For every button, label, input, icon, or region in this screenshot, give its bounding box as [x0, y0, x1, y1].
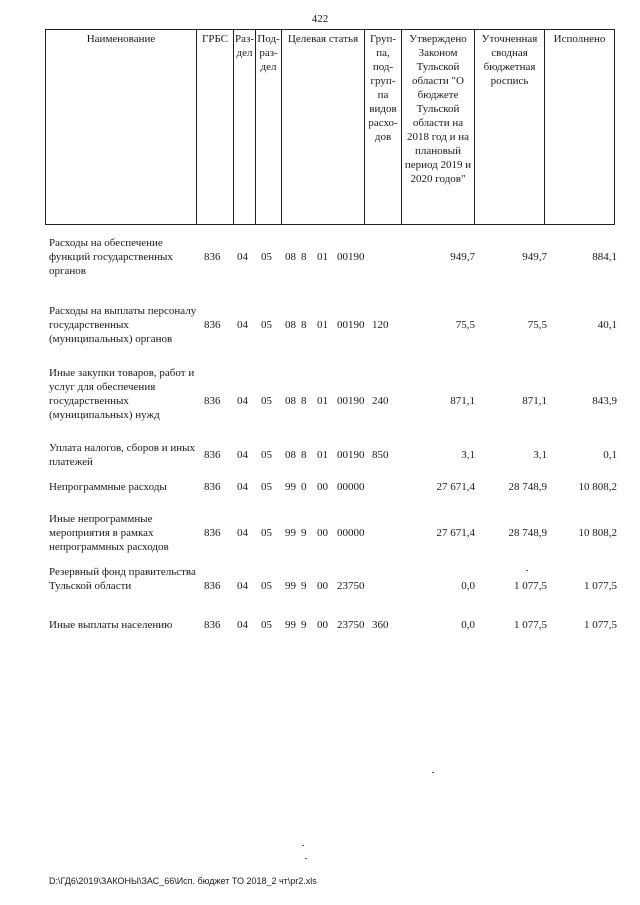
row-target-subprogram: 8 [301, 251, 307, 263]
row-approved: 3,1 [461, 449, 475, 461]
row-vid: 120 [372, 319, 389, 331]
row-refined: 3,1 [533, 449, 547, 461]
page-number: 422 [311, 13, 329, 25]
row-refined: 1 077,5 [514, 619, 547, 631]
row-target-program: 99 [285, 481, 296, 493]
row-podrazdel: 05 [261, 319, 272, 331]
row-target-program: 08 [285, 251, 296, 263]
row-grbs: 836 [204, 319, 221, 331]
row-target-event: 01 [317, 251, 328, 263]
row-approved: 27 671,4 [436, 481, 475, 493]
row-razdel: 04 [237, 619, 248, 631]
row-razdel: 04 [237, 251, 248, 263]
row-target-direction: 00000 [337, 481, 365, 493]
row-vid: 360 [372, 619, 389, 631]
row-target-subprogram: 9 [301, 527, 307, 539]
row-razdel: 04 [237, 580, 248, 592]
row-executed: 1 077,5 [584, 580, 617, 592]
header-grbs: ГРБС [197, 30, 234, 225]
row-target-program: 08 [285, 449, 296, 461]
row-target-event: 01 [317, 319, 328, 331]
row-approved: 0,0 [461, 619, 475, 631]
row-refined: 28 748,9 [508, 481, 547, 493]
row-target-event: 00 [317, 580, 328, 592]
row-executed: 10 808,2 [578, 527, 617, 539]
scan-speck [302, 845, 304, 846]
row-approved: 949,7 [450, 251, 475, 263]
row-razdel: 04 [237, 449, 248, 461]
header-refined: Уточненная сводная бюджетная роспись [475, 30, 545, 225]
header-approved: Утверждено Законом Тульской области "О бюджете Тульской области на 2018 год и на плановый период 2019 и 2020 годов" [402, 30, 475, 225]
row-grbs: 836 [204, 449, 221, 461]
header-target: Целевая статья [282, 30, 365, 225]
row-target-direction: 00000 [337, 527, 365, 539]
row-target-program: 99 [285, 527, 296, 539]
row-target-direction: 00190 [337, 251, 365, 263]
header-vid: Груп-па, под-груп-па видов расхо-дов [365, 30, 402, 225]
header-name: Наименование [46, 30, 197, 225]
row-name: Непрограммные расходы [49, 481, 167, 493]
row-target-direction: 23750 [337, 580, 365, 592]
row-refined: 75,5 [527, 319, 547, 331]
row-name: Уплата налогов, сборов и иных платежей [49, 442, 196, 468]
row-razdel: 04 [237, 395, 248, 407]
row-podrazdel: 05 [261, 619, 272, 631]
row-razdel: 04 [237, 481, 248, 493]
row-approved: 75,5 [455, 319, 475, 331]
row-refined: 28 748,9 [508, 527, 547, 539]
row-name: Расходы на выплаты персоналу государственных (муниципальных) органов [49, 305, 197, 345]
row-name: Иные закупки товаров, работ и услуг для обеспечения государственных (муниципальных) нужд [49, 367, 195, 421]
table-header [45, 29, 615, 225]
row-vid: 240 [372, 395, 389, 407]
row-target-direction: 00190 [337, 319, 365, 331]
file-path-footer: D:\ГД6\2019\ЗАКОНЫ\ЗАС_66\Исп. бюджет ТО 2018_2 чт\pr2.xls [49, 876, 317, 886]
row-razdel: 04 [237, 319, 248, 331]
scan-speck [305, 858, 307, 859]
row-refined: 1 077,5 [514, 580, 547, 592]
row-podrazdel: 05 [261, 449, 272, 461]
row-executed: 1 077,5 [584, 619, 617, 631]
row-name: Расходы на обеспечение функций государственных органов [49, 237, 173, 277]
row-target-direction: 00190 [337, 449, 365, 461]
row-target-program: 99 [285, 580, 296, 592]
row-executed: 10 808,2 [578, 481, 617, 493]
header-razdel: Раз-дел [234, 30, 256, 225]
row-target-event: 00 [317, 619, 328, 631]
row-vid: 850 [372, 449, 389, 461]
scan-speck [432, 772, 434, 773]
row-grbs: 836 [204, 481, 221, 493]
row-executed: 843,9 [592, 395, 617, 407]
row-target-event: 00 [317, 481, 328, 493]
row-target-event: 01 [317, 449, 328, 461]
row-name: Иные выплаты населению [49, 619, 173, 631]
row-executed: 884,1 [592, 251, 617, 263]
row-podrazdel: 05 [261, 527, 272, 539]
row-target-subprogram: 0 [301, 481, 307, 493]
row-grbs: 836 [204, 251, 221, 263]
row-podrazdel: 05 [261, 481, 272, 493]
row-approved: 871,1 [450, 395, 475, 407]
row-approved: 27 671,4 [436, 527, 475, 539]
row-target-program: 08 [285, 319, 296, 331]
row-approved: 0,0 [461, 580, 475, 592]
row-target-event: 01 [317, 395, 328, 407]
row-target-direction: 00190 [337, 395, 365, 407]
row-grbs: 836 [204, 527, 221, 539]
row-refined: 871,1 [522, 395, 547, 407]
header-executed: Исполнено [545, 30, 615, 225]
row-executed: 40,1 [597, 319, 617, 331]
row-name: Иные непрограммные мероприятия в рамках непрограммных расходов [49, 513, 169, 553]
scan-speck [526, 570, 528, 571]
row-razdel: 04 [237, 527, 248, 539]
row-target-event: 00 [317, 527, 328, 539]
row-podrazdel: 05 [261, 580, 272, 592]
row-target-subprogram: 8 [301, 319, 307, 331]
row-target-direction: 23750 [337, 619, 365, 631]
row-grbs: 836 [204, 580, 221, 592]
row-target-subprogram: 9 [301, 619, 307, 631]
row-target-subprogram: 9 [301, 580, 307, 592]
row-podrazdel: 05 [261, 251, 272, 263]
row-target-program: 99 [285, 619, 296, 631]
row-name: Резервный фонд правительства Тульской области [49, 566, 196, 592]
row-grbs: 836 [204, 395, 221, 407]
row-refined: 949,7 [522, 251, 547, 263]
row-podrazdel: 05 [261, 395, 272, 407]
row-target-program: 08 [285, 395, 296, 407]
row-grbs: 836 [204, 619, 221, 631]
row-target-subprogram: 8 [301, 395, 307, 407]
row-executed: 0,1 [603, 449, 617, 461]
row-target-subprogram: 8 [301, 449, 307, 461]
header-podrazdel: Под-раз-дел [256, 30, 282, 225]
